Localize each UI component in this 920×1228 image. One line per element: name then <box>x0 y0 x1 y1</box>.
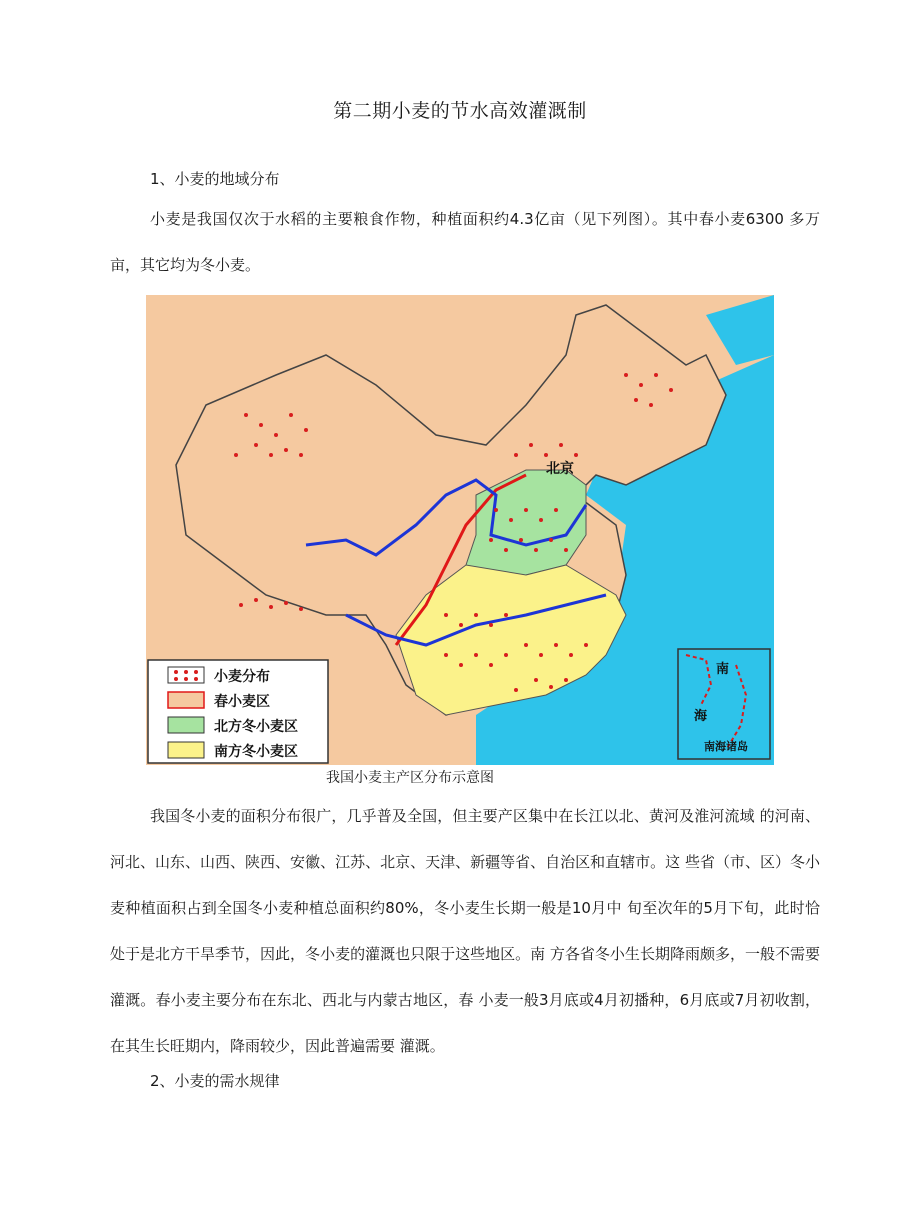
inset-label-1: 南 <box>716 662 730 677</box>
map-legend <box>148 660 328 763</box>
section-heading-distribution: 1、小麦的地域分布 <box>150 170 280 188</box>
legend-label-dots: 小麦分布 <box>214 669 270 685</box>
section-heading-water-requirement: 2、小麦的需水规律 <box>150 1072 280 1090</box>
paragraph-winter-wheat: 我国冬小麦的面积分布很广，几乎普及全国，但主要产区集中在长江以北、黄河及淮河流域 的河南、河北、山东、山西、陕西、安徽、江苏、北京、天津、新疆等省、自治区和直辖市。这 些省（市、区）冬小麦种植面积占到全国冬小麦种植总面积约80%，冬小麦生长期一般是10月中 旬至次年的5月下旬，此时恰处于是北方干旱季节，因此，冬小麦的灌溉也只限于这些地区。南 方各省冬小生长期降雨颇多，一般不需要灌溉。春小麦主要分布在东北、西北与内蒙古地区，春 小麦一般3月底或4月初播种，6月底或7月初收割，在其生长旺期内，降雨较少，因此普遍需要 灌溉。 <box>110 807 820 1055</box>
legend-label-north-winter: 北方冬小麦区 <box>214 719 298 735</box>
legend-label-spring: 春小麦区 <box>214 694 270 710</box>
legend-label-south-winter: 南方冬小麦区 <box>214 744 298 760</box>
inset-label-2: 海 <box>694 709 708 724</box>
wheat-distribution-map <box>146 295 774 765</box>
map-svg <box>146 295 774 765</box>
document-title: 第二期小麦的节水高效灌溉制 <box>333 100 587 122</box>
south-china-sea-inset <box>678 649 770 759</box>
paragraph-intro: 小麦是我国仅次于水稻的主要粮食作物，种植面积约4.3亿亩（见下列图）。其中春小麦6300 多万亩，其它均为冬小麦。 <box>110 210 820 274</box>
figure-caption: 我国小麦主产区分布示意图 <box>326 770 494 786</box>
beijing-label: 北京 <box>546 461 574 477</box>
inset-label-3: 南海诸岛 <box>704 740 748 753</box>
